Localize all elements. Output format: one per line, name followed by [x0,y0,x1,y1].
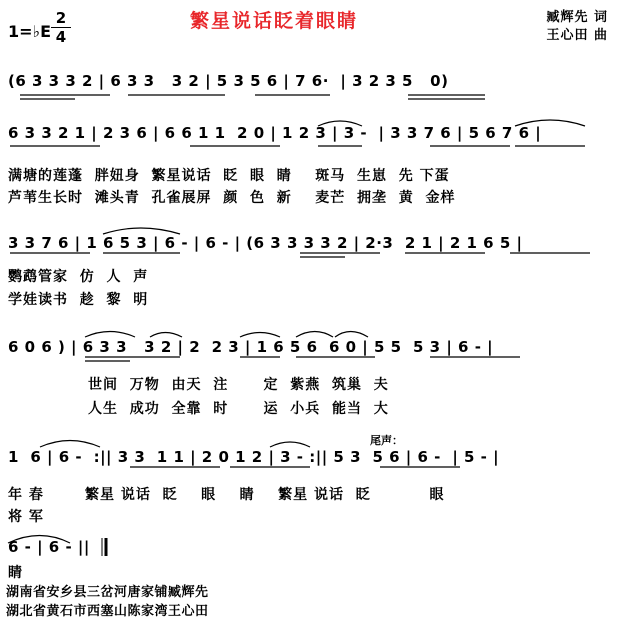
score-system-1-notes: (6 3 3 3 2 | 6 3 3 3 2 | 5 3 5 6 | 7 6· | 3 2 3 5 0) [8,72,449,90]
author-address-1: 湖南省安乡县三岔河唐家铺臧辉先 [6,585,209,600]
score-system-3-notes: 3 3 7 6 | 1 6 5 3 | 6 - | 6 - | (6 3 3 3 3 2 | 2·3 2 1 | 2 1 6 5 | [8,234,523,252]
time-signature-bottom: 4 [55,28,67,46]
score-system-3-lyric-verse-1: 鹦鹉管家 仿 人 声 [8,269,149,285]
score-system-6-notes: 6 - | 6 - || [8,538,90,556]
score-system-5-notes: 1 6 | 6 - :|| 3 3 1 1 | 2 0 1 2 | 3 - :|| 5 3 5 6 | 6 - | 5 - | [8,448,500,466]
lyricist-credit: 臧辉先 词 [546,10,608,25]
time-signature-top: 2 [55,9,67,27]
key-signature: 1=♭E [8,22,52,41]
score-system-3-lyric-verse-2: 学娃读书 趁 黎 明 [8,292,149,308]
score-system-2-notes: 6 3 3 2 1 | 2 3 6 | 6 6 1 1 2 0 | 1 2 3 | 3 - | 3 3 7 6 | 5 6 7 6 | [8,124,542,142]
score-system-4-notes: 6 0 6 ) | 6 3 3 3 2 | 2 2 3 | 1 6 5 6 6 0 | 5 5 5 3 | 6 - | [8,338,494,356]
score-system-5-lyric-verse-1: 年 春 繁星 说话 眨 眼 睛 繁星 说话 眨 眼 [8,487,445,503]
coda-label: 尾声： [370,434,403,447]
score-system-2-lyric-verse-2: 芦苇生长时 滩头青 孔雀展屏 颜 色 新 麦芒 拥垄 黄 金样 [8,190,456,206]
score-system-4-lyric-verse-1: 世间 万物 由天 注 定 紫燕 筑巢 夫 [88,377,389,393]
author-address-2: 湖北省黄石市西塞山陈家湾王心田 [6,604,209,619]
score-system-5-lyric-verse-2: 将 军 [8,509,44,525]
time-signature [51,10,71,45]
composer-credit: 王心田 曲 [546,28,608,43]
score-system-2-lyric-verse-1: 满塘的莲蓬 胖妞身 繁星说话 眨 眼 睛 斑马 生崽 先 下蛋 [8,168,450,184]
score-system-6-lyric-verse-1: 睛 [8,565,23,581]
song-title: 繁星说话眨着眼睛 [190,10,359,32]
score-system-4-lyric-verse-2: 人生 成功 全靠 时 运 小兵 能当 大 [88,401,389,417]
